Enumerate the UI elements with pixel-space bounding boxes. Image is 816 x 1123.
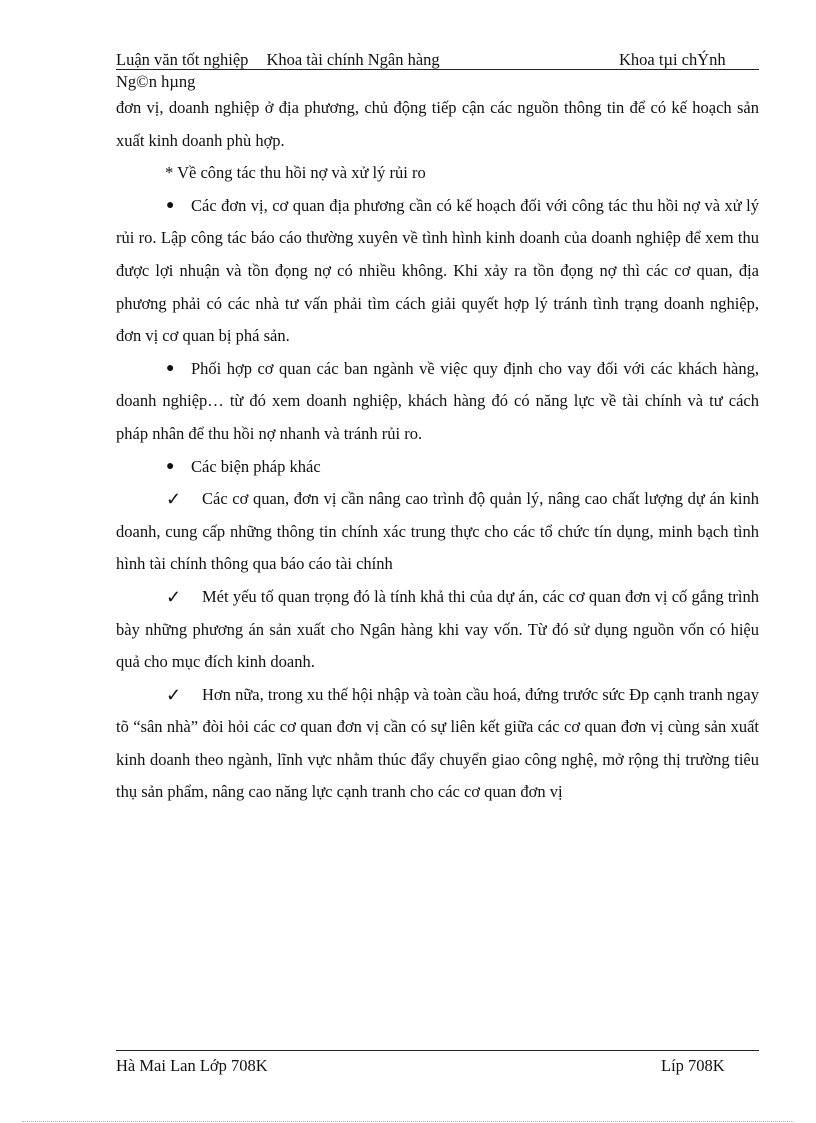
bullet-dot-icon: ● bbox=[166, 360, 175, 376]
section-heading: * Về công tác thu hồi nợ và xử lý rủi ro bbox=[165, 163, 426, 183]
check-text: Các cơ quan, đơn vị cần nâng cao trình độ quản lý, nâng cao chất lượng dự án kinh doanh, cung cấp những thông tin chính xác trung thực cho các tổ chức tín dụng, minh bạch tình hình tài chính thông qua báo cáo tài chính bbox=[116, 489, 759, 574]
bullet-text: Các đơn vị, cơ quan địa phương cần có kế hoạch đối với công tác thu hồi nợ và xử lý rủi ro. Lập công tác báo cáo thường xuyên về tình hình kinh doanh của doanh nghiệp để xem thu được lợi nhuận và tồn đọng nợ có nhiều không. Khi xảy ra tồn đọng nợ thì các cơ quan, địa phương phải có các nhà tư vấn phải tìm cách giải quyết hợp lý tránh tình trạng doanh nghiệp, đơn vị cơ quan bị phá sản. bbox=[116, 195, 759, 346]
bullet-item bbox=[116, 451, 759, 484]
footer-class: Líp 708K bbox=[661, 1056, 725, 1075]
check-item bbox=[116, 581, 759, 679]
footer-rule bbox=[116, 1050, 759, 1051]
bullet-text: Các biện pháp khác bbox=[191, 456, 321, 476]
bullet-item bbox=[116, 353, 759, 451]
page-break-line bbox=[22, 1121, 794, 1122]
check-item bbox=[116, 483, 759, 581]
check-text: Mét yếu tố quan trọng đó là tính khả thi của dự án, các cơ quan đơn vị cố gắng trình bày những phương án sản xuất cho Ngân hàng khi vay vốn. Từ đó sử dụng nguồn vốn có hiệu quả cho mục đích kinh doanh. bbox=[116, 586, 759, 672]
bullet-item bbox=[116, 190, 759, 353]
bullet-text: Phối hợp cơ quan các ban ngành về việc quy định cho vay đối với các khách hàng, doanh nghiệp… từ đó xem doanh nghiệp, khách hàng đó có năng lực về tài chính và tư cách pháp nhân để thu hồi nợ nhanh và tránh rủi ro. bbox=[116, 358, 759, 443]
header-left bbox=[116, 49, 440, 71]
page-body bbox=[116, 92, 759, 809]
header-faculty-label: Khoa tài chính Ngân hàng bbox=[266, 50, 440, 69]
footer-author: Hà Mai Lan Lớp 708K bbox=[116, 1056, 268, 1075]
check-text: Hơn nữa, trong xu thế hội nhập và toàn cầu hoá, đứng trước sức Ðp cạnh tranh ngay tõ “sân nhà” đòi hỏi các cơ quan đơn vị cần có sự liên kết giữa các cơ quan đơn vị cùng sản xuất kinh doanh theo ngành, lĩnh vực nhằm thúc đẩy chuyển giao công nghệ, mở rộng thị trường tiêu thụ sản phẩm, nâng cao năng lực cạnh tranh cho các cơ quan đơn vị bbox=[116, 684, 759, 802]
check-item bbox=[116, 679, 759, 809]
header-continuation: Ng©n hµng bbox=[116, 72, 196, 91]
header-right: Khoa tµi chÝnh bbox=[619, 50, 726, 69]
header-thesis-label: Luận văn tốt nghiệp bbox=[116, 50, 249, 69]
header-rule bbox=[116, 69, 759, 70]
checkmark-icon: ✓ bbox=[166, 586, 182, 607]
checkmark-icon: ✓ bbox=[166, 489, 182, 510]
bullet-dot-icon: ● bbox=[166, 458, 175, 474]
bullet-dot-icon: ● bbox=[166, 197, 175, 213]
intro-paragraph: đơn vị, doanh nghiệp ở địa phương, chủ động tiếp cận các nguồn thông tin để có kế hoạch sản xuất kinh doanh phù hợp. bbox=[116, 98, 759, 150]
checkmark-icon: ✓ bbox=[166, 684, 182, 705]
